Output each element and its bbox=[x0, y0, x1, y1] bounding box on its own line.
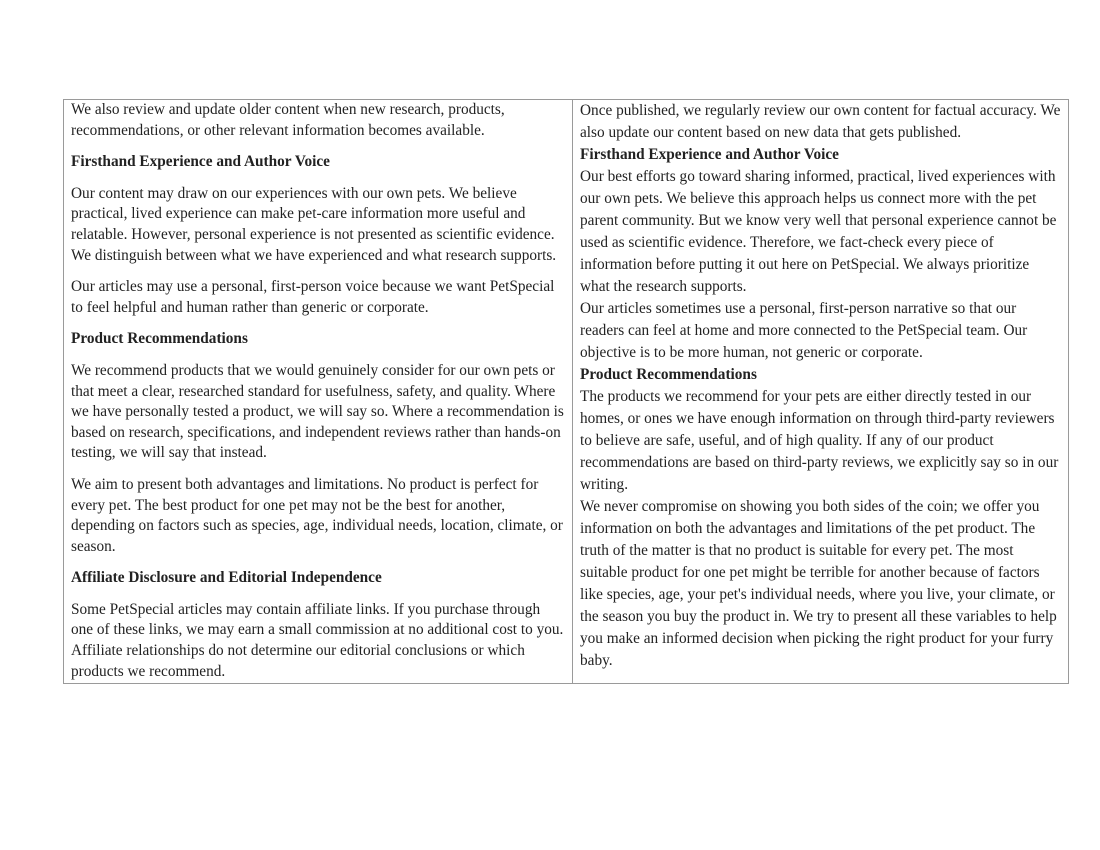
right-paragraph-limitations: We never compromise on showing you both sides of the coin; we offer you information on both the advantages and limitations of the pet product. The truth of the matter is that no product is suitable for every pet. The most suitable product for one pet might be terrible for another because of factors like species, age, your pet's individual needs, where you live, your climate, or the season you buy the product in. We try to present all these variables to help you make an informed decision when picking the right product for your furry baby. bbox=[580, 498, 1057, 669]
right-paragraph-voice: Our articles sometimes use a personal, first-person narrative so that our readers can feel at home and more connected to the PetSpecial team. Our objective is to be more human, not generic or corporate. bbox=[580, 300, 1028, 361]
left-heading-firsthand: Firsthand Experience and Author Voice bbox=[71, 153, 330, 171]
left-paragraph-affiliate: Some PetSpecial articles may contain affiliate links. If you purchase through one of these links, we may earn a small commission at no additional cost to you. Affiliate relationships do not determine our editorial conclusions or which products we recommend. bbox=[71, 600, 564, 680]
left-column-cell bbox=[64, 100, 573, 684]
left-paragraph-recommend: We recommend products that we would genuinely consider for our own pets or that meet a clear, researched standard for usefulness, safety, and quality. Where we have personally tested a product, we will say so. Where a recommendation is based on research, specifications, and independent reviews rather than hands-on testing, we will say that instead. bbox=[71, 361, 564, 462]
left-heading-affiliate: Affiliate Disclosure and Editorial Independence bbox=[71, 569, 382, 587]
left-heading-products: Product Recommendations bbox=[71, 330, 248, 348]
right-column-cell bbox=[573, 100, 1069, 684]
left-paragraph-experience: Our content may draw on our experiences with our own pets. We believe practical, lived experience can make pet-care information more useful and relatable. However, personal experience is not presented as scientific evidence. We distinguish between what we have experienced and what research supports. bbox=[71, 184, 557, 264]
left-paragraph-limitations: We aim to present both advantages and limitations. No product is perfect for every pet. The best product for one pet may not be the best for another, depending on factors such as species, age, individual needs, location, climate, or season. bbox=[71, 475, 563, 555]
left-paragraph-voice: Our articles may use a personal, first-person voice because we want PetSpecial to feel helpful and human rather than generic or corporate. bbox=[71, 278, 555, 316]
right-heading-products: Product Recommendations bbox=[580, 366, 757, 383]
right-paragraph-experience: Our best efforts go toward sharing informed, practical, lived experiences with our own pets. We believe this approach helps us connect more with the pet parent community. But we know very well that personal experience cannot be used as scientific evidence. Therefore, we fact-check every piece of information before putting it out here on PetSpecial. We always prioritize what the research supports. bbox=[580, 168, 1057, 295]
comparison-table bbox=[63, 99, 1069, 684]
right-heading-firsthand: Firsthand Experience and Author Voice bbox=[580, 146, 839, 163]
right-paragraph-recommend: The products we recommend for your pets are either directly tested in our homes, or ones we have enough information on through third-party reviewers to believe are safe, useful, and of high quality. If any of our product recommendations are based on third-party reviews, we explicitly say so in our writing. bbox=[580, 388, 1059, 493]
right-paragraph-review: Once published, we regularly review our own content for factual accuracy. We also update our content based on new data that gets published. bbox=[580, 102, 1061, 141]
left-paragraph-review: We also review and update older content when new research, products, recommendations, or other relevant information becomes available. bbox=[71, 101, 505, 139]
table-row bbox=[64, 100, 1069, 684]
